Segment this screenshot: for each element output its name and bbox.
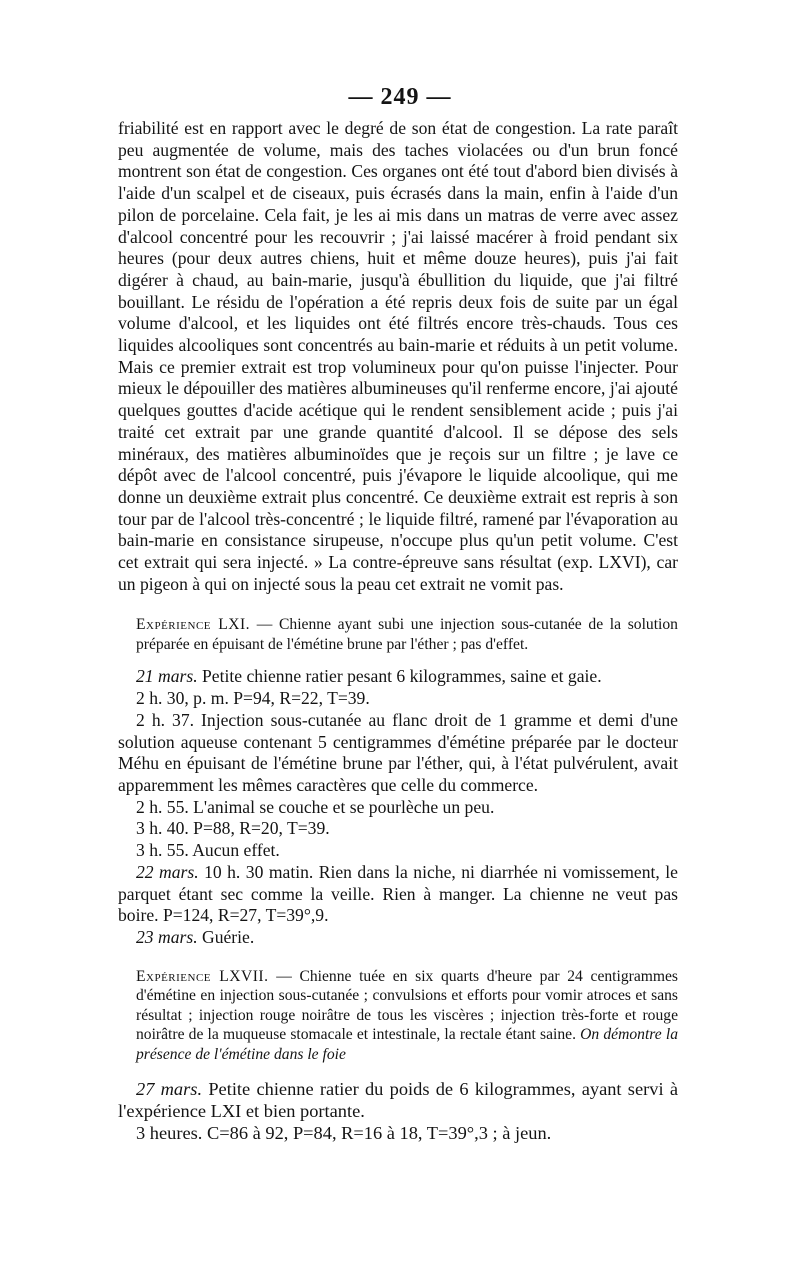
log-entry: 3 heures. C=86 à 92, P=84, R=16 à 18, T=39°,3 ; à jeun. [136,1123,552,1144]
log-entry: 27 mars. Petite chienne ratier du poids de 6 kilogrammes, ayant servi à l'expérience LXI et bien portante. [118,1079,678,1122]
log-entry: 2 h. 30, p. m. P=94, R=22, T=39. [136,688,370,709]
experiment-67-log [118,1078,678,1144]
log-entry: 22 mars. 10 h. 30 matin. Rien dans la niche, ni diarrhée ni vomissement, le parquet étant sec comme la veille. Rien à manger. La chienne ne veut pas boire. P=124, R=27, T=39°,9. [118,861,678,926]
experiment-67-summary: — Chienne tuée en six quarts d'heure par 24 centigrammes d'émétine en injection sous-cutanée ; convulsions et efforts pour vomir atroces et sans résultat ; injection rouge noirâtre de tous les viscères ; injection très-forte et rouge noirâtre de la muqueuse stomacale et intestinale, la rectale étant saine. [136,967,678,1044]
experiment-61-log [118,666,678,948]
log-entry: 2 h. 37. Injection sous-cutanée au flanc droit de 1 gramme et demi d'une solution aqueuse contenant 5 centigrammes d'émétine préparée par le docteur Méhu en épuisant de l'émétine brune par l'éther, qui, à l'état pulvérulent, avait apparemment les mêmes caractères que celle du commerce. [118,709,678,795]
experiment-61-summary: — Chienne ayant subi une injection sous-cutanée de la solution préparée en épuisant de l'émétine brune par l'éther ; pas d'effet. [136,616,678,653]
log-entry: 3 h. 40. P=88, R=20, T=39. [136,818,330,839]
intro-paragraph: friabilité est en rapport avec le degré de son état de congestion. La rate paraît peu augmentée de volume, mais des taches violacées ou d'un brun foncé montrent son état de congestion. Ces organes ont été tout d'abord bien divisés à l'aide d'un scalpel et de ciseaux, puis écrasés dans la main, enfin à l'aide d'un pilon de porcelaine. Cela fait, je les ai mis dans un matras de verre avec assez d'alcool concentré pour les recouvrir ; j'ai laissé macérer à froid pendant six heures (pour deux autres chiens, huit et même douze heures), puis j'ai fait digérer à chaud, au bain-marie, jusqu'à ébullition du liquide, que j'ai filtré bouillant. Le résidu de l'opération a été repris deux fois de suite par un égal volume d'alcool, et les liquides ont été filtrés encore très-chauds. Tous ces liquides alcooliques sont concentrés au bain-marie et réduits à un petit volume. Mais ce premier extrait est trop volumineux pour qu'on puisse l'injecter. Pour mieux le dépouiller des matières albumineuses qu'il renferme encore, j'ai ajouté quelques gouttes d'acide acétique qui le rendent sensiblement acide ; puis j'ai traité cet extrait par une grande quantité d'alcool. Il se dépose des sels minéraux, des matières albuminoïdes que je reçois sur un filtre ; je lave ce dépôt avec de l'alcool concentré, puis j'évapore le liquide alcoolique, qui me donne un deuxième extrait plus concentré. Ce deuxième extrait est repris à son tour par de l'alcool très-concentré ; le liquide filtré, ramené par l'évaporation au bain-marie en consistance sirupeuse, n'occupe plus qu'un petit volume. C'est cet extrait qui sera injecté. » La contre-épreuve sans résultat (exp. LXVI), car un pigeon à qui on injecté sous la peau cet extrait ne vomit pas. [118,118,678,594]
experiment-67-conclusion: On démontre la présence de l'émétine dans le foie [136,1026,678,1063]
log-entry: 23 mars. Guérie. [136,926,255,947]
log-entry: 2 h. 55. L'animal se couche et se pourlèche un peu. [136,796,495,817]
log-entry: 3 h. 55. Aucun effet. [136,840,280,861]
experiment-67-heading [118,967,678,1065]
page-number: — 249 — [348,84,452,110]
experiment-61-heading [118,615,678,654]
page-body [118,118,678,1144]
experiment-67-label: Expérience LXVII. [136,967,269,985]
experiment-61-label: Expérience LXI. [136,616,251,634]
log-entry: 21 mars. Petite chienne ratier pesant 6 kilogrammes, saine et gaie. [136,666,602,687]
